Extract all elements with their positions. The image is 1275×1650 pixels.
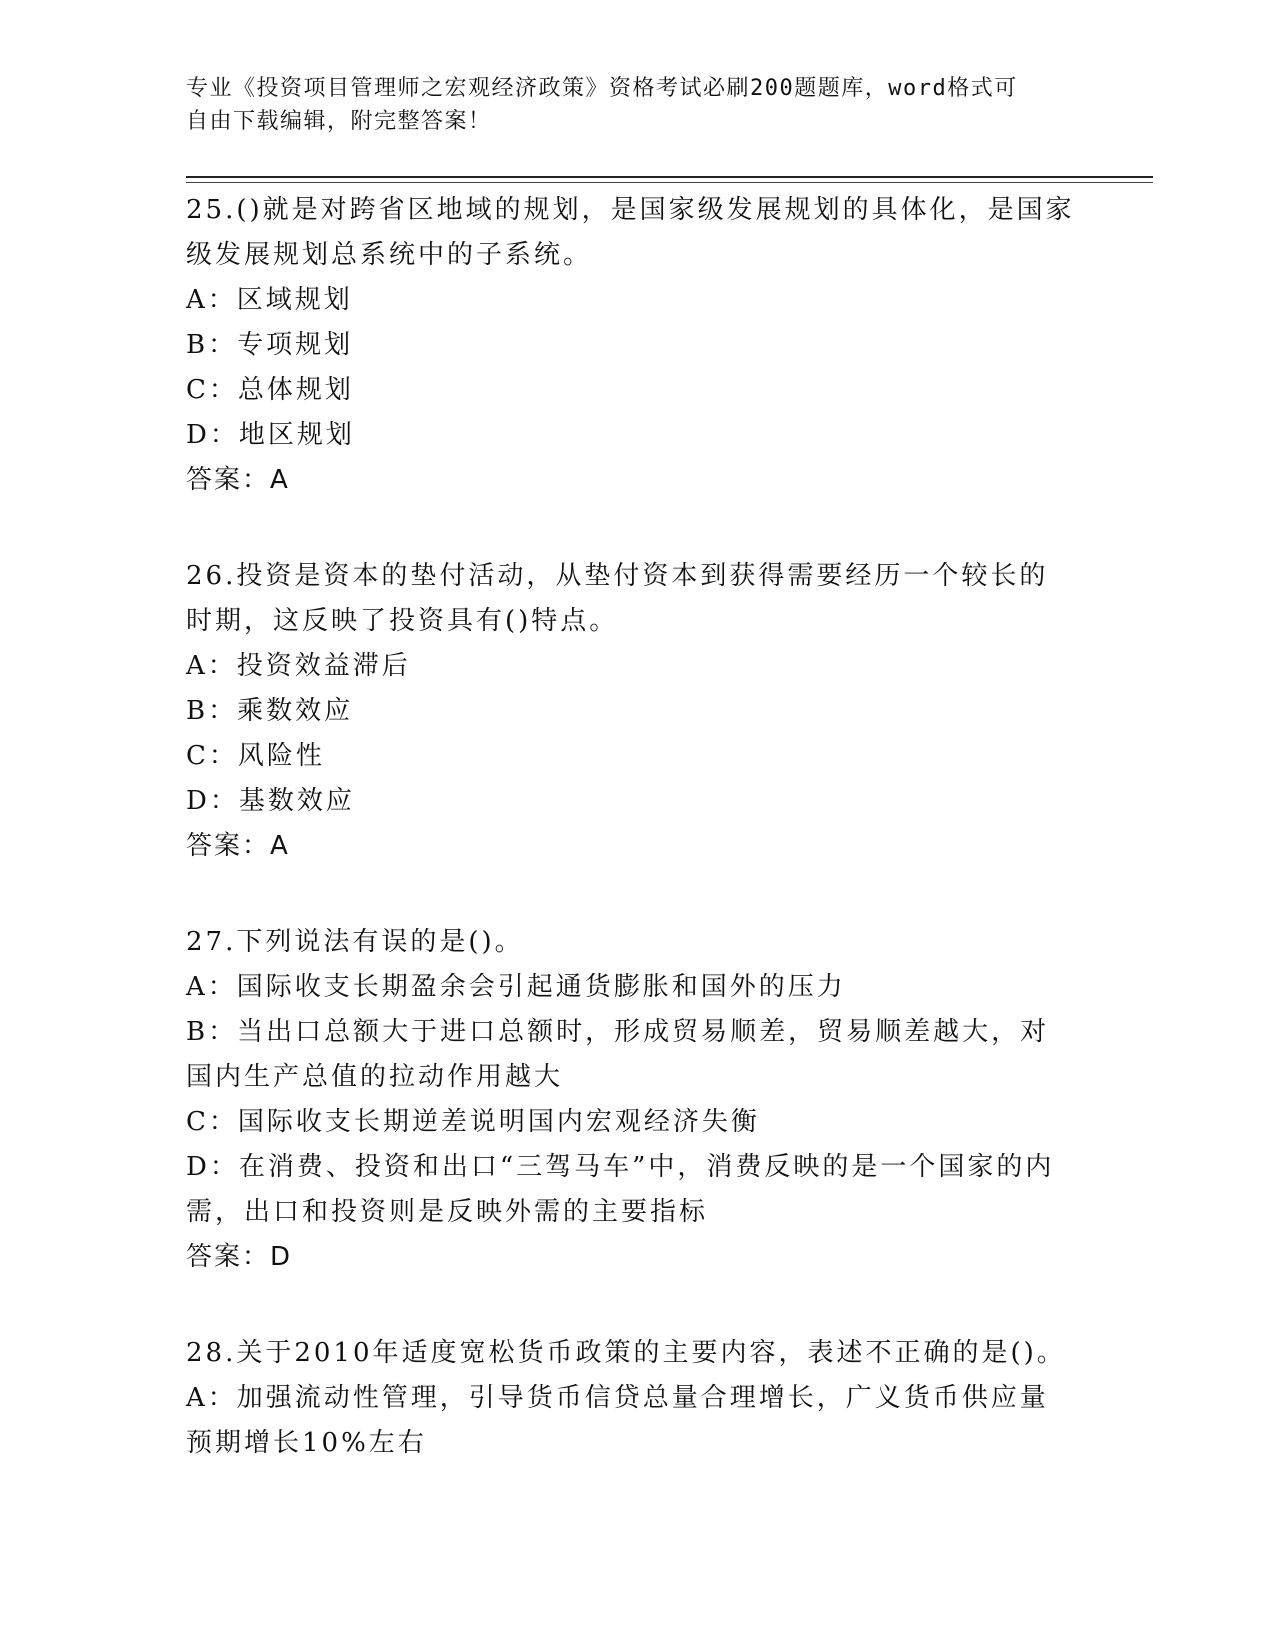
question-26 <box>186 552 1076 869</box>
header-line-2: 自由下载编辑，附完整答案！ <box>186 109 492 134</box>
option-b: B：当出口总额大于进口总额时，形成贸易顺差，贸易顺差越大，对国内生产总值的拉动作用越大 <box>186 1017 1050 1092</box>
question-stem: 28.关于2010年适度宽松货币政策的主要内容，表述不正确的是()。 <box>186 1338 1066 1368</box>
question-list <box>186 186 1076 1466</box>
option-d: D：基数效应 <box>186 786 355 816</box>
question-28 <box>186 1329 1076 1466</box>
question-stem: 27.下列说法有误的是()。 <box>186 927 524 957</box>
option-b: B：乘数效应 <box>186 696 354 726</box>
header-line-1: 专业《投资项目管理师之宏观经济政策》资格考试必刷200题题库，word格式可 <box>186 76 1018 101</box>
question-25 <box>186 186 1076 503</box>
option-d: D：在消费、投资和出口“三驾马车”中，消费反映的是一个国家的内需，出口和投资则是反映外需的主要指标 <box>186 1152 1055 1227</box>
option-a: A：区域规划 <box>186 285 353 315</box>
option-a: A：投资效益滞后 <box>186 651 411 681</box>
spacer <box>186 503 1076 552</box>
spacer <box>186 869 1076 918</box>
option-b: B：专项规划 <box>186 330 354 360</box>
option-a: A：加强流动性管理，引导货币信贷总量合理增长，广义货币供应量预期增长10%左右 <box>186 1383 1049 1458</box>
answer: 答案：A <box>186 465 290 495</box>
option-c: C：国际收支长期逆差说明国内宏观经济失衡 <box>186 1107 760 1137</box>
answer: 答案：D <box>186 1242 293 1272</box>
question-stem: 26.投资是资本的垫付活动，从垫付资本到获得需要经历一个较长的时期，这反映了投资具有()特点。 <box>186 561 1049 636</box>
question-27 <box>186 918 1076 1280</box>
option-c: C：风险性 <box>186 741 325 771</box>
header-divider-thin <box>186 182 1153 183</box>
answer: 答案：A <box>186 831 290 861</box>
option-d: D：地区规划 <box>186 420 355 450</box>
option-a: A：国际收支长期盈余会引起通货膨胀和国外的压力 <box>186 972 846 1002</box>
question-stem: 25.()就是对跨省区地域的规划，是国家级发展规划的具体化，是国家级发展规划总系统中的子系统。 <box>186 195 1075 270</box>
option-c: C：总体规划 <box>186 375 354 405</box>
document-header <box>186 72 1066 138</box>
header-divider <box>186 176 1153 178</box>
spacer <box>186 1280 1076 1329</box>
